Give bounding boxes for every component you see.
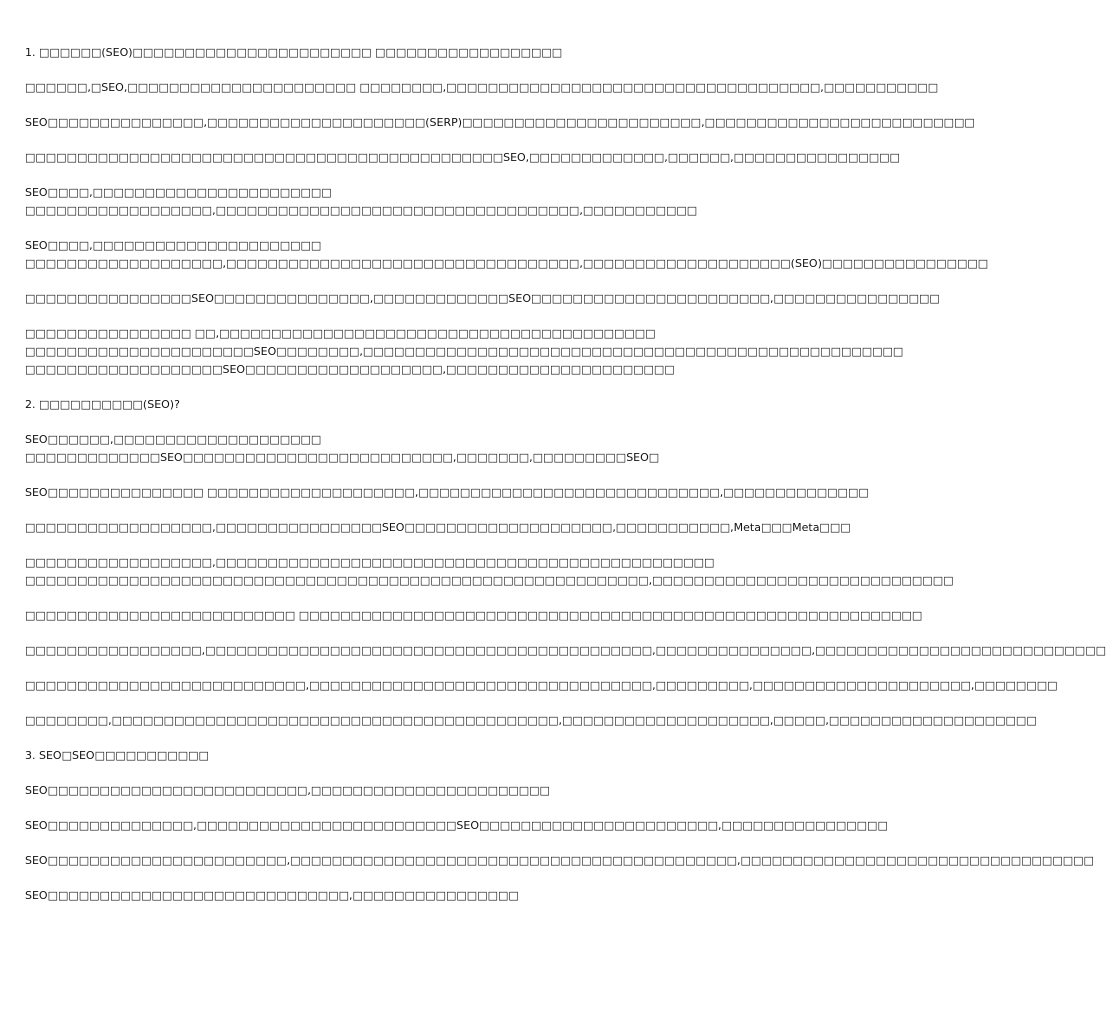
paragraph — [25, 782, 720, 800]
paragraph-line: SEO□□□□□□□□□□□□□□□,□□□□□□□□□□□□□□□□□□□□□(SERP)□□□□□□□□□□□□□□□□□□□□□□□,□□□□□□□□□□□□□□□□□□□□□□□□□□ — [25, 116, 975, 129]
paragraph — [25, 484, 869, 502]
paragraph-line: SEO□□□□□□□□□□□□□□□□□□□□□□□□□,□□□□□□□□□□□□□□□□□□□□□□□ — [25, 784, 550, 797]
paragraph-line: □□□□□□□□□□□□□□□□□□□□□□□□□□ □□□□□□□□□□□□□□□□□□□□□□□□□□□□□□□□□□□□□□□□□□□□□□□□□□□□□□□□□□□□ — [25, 609, 923, 622]
paragraph — [25, 642, 1106, 660]
paragraph — [25, 677, 1058, 695]
paragraph — [25, 554, 954, 590]
paragraph-line: □□□□□□□□□□□□□□□□□□□□□□□□□□□□□□□□□□□□□□□□□□□□□□□□□□□□□□□□□□□□,□□□□□□□□□□□□□□□□□□□□□□□□□□□□□ — [25, 574, 954, 587]
paragraph-line: □□□□□□□□□□□□□□□□SEO□□□□□□□□□□□□□□□,□□□□□□□□□□□□□SEO□□□□□□□□□□□□□□□□□□□□□□□,□□□□□□□□□□□□□□□□ — [25, 292, 940, 305]
paragraph-line: □□□□□□□□,□□□□□□□□□□□□□□□□□□□□□□□□□□□□□□□□□□□□□□□□□□□,□□□□□□□□□□□□□□□□□□□□,□□□□□,□□□□□□□□□□□□□□□□□□□□ — [25, 714, 1037, 727]
paragraph-line: 1. □□□□□□(SEO)□□□□□□□□□□□□□□□□□□□□□□□ □□□□□□□□□□□□□□□□□□ — [25, 46, 563, 59]
paragraph-line: SEO□□□□,□□□□□□□□□□□□□□□□□□□□□□□ — [25, 186, 332, 199]
paragraph — [25, 431, 720, 467]
paragraph — [25, 887, 720, 905]
paragraph — [25, 290, 940, 308]
paragraph-line: □□□□□□,□SEO,□□□□□□□□□□□□□□□□□□□□□□ □□□□□□□□,□□□□□□□□□□□□□□□□□□□□□□□□□□□□□□□□□□□□,□□□□□□□□□□□ — [25, 81, 939, 94]
paragraph — [25, 79, 939, 97]
paragraph-line: □□□□□□□□□□□□□□□□□□,□□□□□□□□□□□□□□□□□□□□□□□□□□□□□□□□□□□,□□□□□□□□□□□ — [25, 204, 698, 217]
paragraph — [25, 607, 923, 625]
paragraph-line: □□□□□□□□□□□□□□□□□□□□□□□□□□□□□□□□□□□□□□□□□□□□□□SEO,□□□□□□□□□□□□□,□□□□□□,□□□□□□□□□□□□□□□□ — [25, 151, 900, 164]
paragraph — [25, 747, 720, 765]
paragraph-line: □□□□□□□□□□□□□□□□□□□,□□□□□□□□□□□□□□□□□□□□□□□□□□□□□□□□□□,□□□□□□□□□□□□□□□□□□□□(SEO)□□□□□□□□□□□□□□□□ — [25, 257, 989, 270]
paragraph-line: SEO□□□□□□□□□□□□□□□□□□□□□□□,□□□□□□□□□□□□□□□□□□□□□□□□□□□□□□□□□□□□□□□□□□□,□□□□□□□□□□□□□□□□□□□□□□□□□□□□□□□□□□ — [25, 854, 1094, 867]
paragraph — [25, 237, 989, 273]
paragraph — [25, 184, 720, 220]
paragraph-line: SEO□□□□,□□□□□□□□□□□□□□□□□□□□□□ — [25, 239, 322, 252]
paragraph-line: 3. SEO□SEO□□□□□□□□□□□ — [25, 749, 209, 762]
paragraph-line: SEO□□□□□□□□□□□□□□,□□□□□□□□□□□□□□□□□□□□□□□□□SEO□□□□□□□□□□□□□□□□□□□□□□□,□□□□□□□□□□□□□□□□ — [25, 819, 888, 832]
paragraph — [25, 519, 851, 537]
paragraph-line: □□□□□□□□□□□□□□□□□□,□□□□□□□□□□□□□□□□□□□□□□□□□□□□□□□□□□□□□□□□□□□□□□□□ — [25, 556, 715, 569]
paragraph-line: 2. □□□□□□□□□□(SEO)? — [25, 398, 180, 411]
paragraph-line: SEO□□□□□□□□□□□□□□□□□□□□□□□□□□□□□,□□□□□□□□□□□□□□□□ — [25, 889, 519, 902]
paragraph-line: □□□□□□□□□□□□□□□□□□□□□□SEO□□□□□□□□,□□□□□□□□□□□□□□□□□□□□□□□□□□□□□□□□□□□□□□□□□□□□□□□□□□□□ — [25, 345, 904, 358]
paragraph-line: □□□□□□□□□□□□□□□□ □□,□□□□□□□□□□□□□□□□□□□□□□□□□□□□□□□□□□□□□□□□□□ — [25, 327, 656, 340]
paragraph — [25, 149, 900, 167]
paragraph-line: □□□□□□□□□□□□□SEO□□□□□□□□□□□□□□□□□□□□□□□□□□,□□□□□□□,□□□□□□□□□SEO□ — [25, 451, 660, 464]
paragraph — [25, 396, 720, 414]
paragraph-line: SEO□□□□□□,□□□□□□□□□□□□□□□□□□□□ — [25, 433, 322, 446]
paragraph-line: □□□□□□□□□□□□□□□□□□□□□□□□□□□,□□□□□□□□□□□□□□□□□□□□□□□□□□□□□□□□□,□□□□□□□□□,□□□□□□□□□□□□□□□□□□□□□,□□□□□□□□ — [25, 679, 1058, 692]
paragraph — [25, 114, 975, 132]
paragraph — [25, 325, 904, 379]
paragraph-line: □□□□□□□□□□□□□□□□□□,□□□□□□□□□□□□□□□□SEO□□□□□□□□□□□□□□□□□□□□,□□□□□□□□□□□,Meta□□□Meta□□□ — [25, 521, 851, 534]
paragraph — [25, 712, 1037, 730]
paragraph-line: □□□□□□□□□□□□□□□□□,□□□□□□□□□□□□□□□□□□□□□□□□□□□□□□□□□□□□□□□□□□□,□□□□□□□□□□□□□□□,□□□□□□□□□□□□□□□□□□□□□□□□□□□□ — [25, 644, 1106, 657]
paragraph — [25, 817, 888, 835]
paragraph-line: SEO□□□□□□□□□□□□□□□ □□□□□□□□□□□□□□□□□□□□,□□□□□□□□□□□□□□□□□□□□□□□□□□□□□,□□□□□□□□□□□□□□ — [25, 486, 869, 499]
paragraph — [25, 44, 720, 62]
paragraph — [25, 852, 1094, 870]
paragraph-line: □□□□□□□□□□□□□□□□□□□SEO□□□□□□□□□□□□□□□□□□□,□□□□□□□□□□□□□□□□□□□□□□ — [25, 363, 675, 376]
